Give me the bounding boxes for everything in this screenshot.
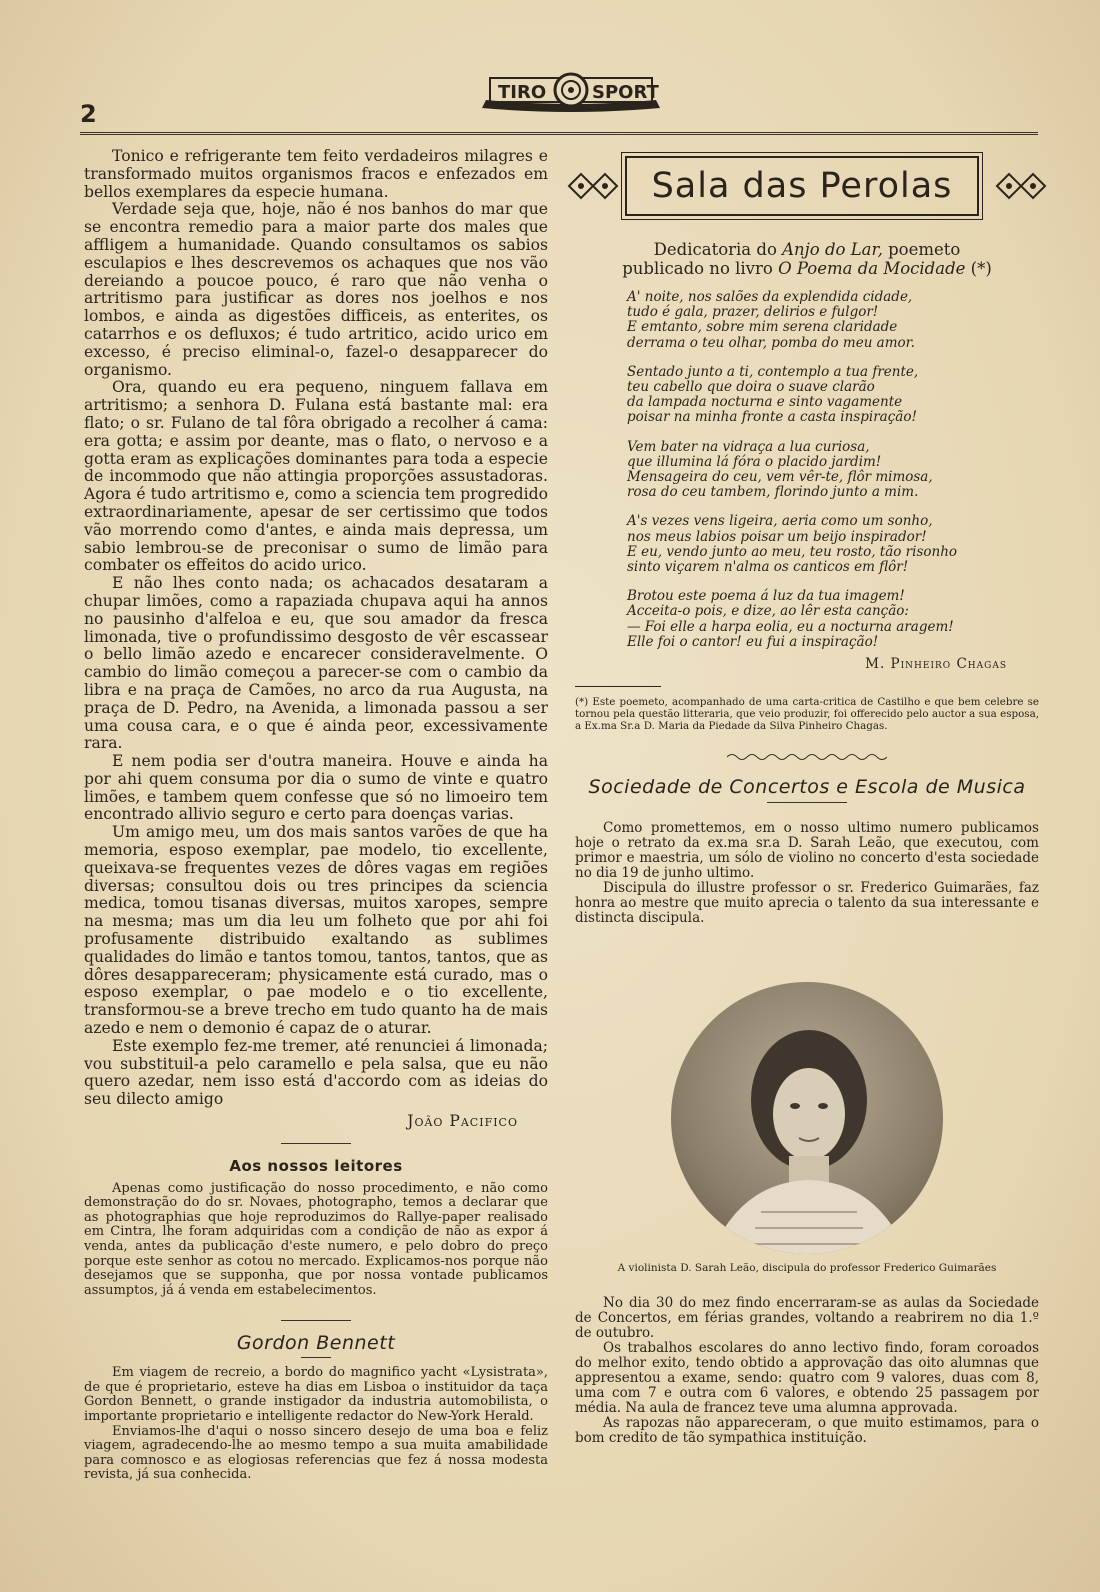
- section-divider: [281, 1143, 351, 1144]
- readers-paragraph: Apenas como justificação do nosso procedimento, e não como demonstração do do sr. Novaes, photographo, temos a declarar que as photographias que hoje reproduzimos do Rallye-paper realisado em Cintra, lhe foram adquiridas com a condição de não as expor á venda, antes da publicação d'este numero, e pelo dobro do preço porque este senhor as cotou no mercado. Explicamos-nos porque não desejamos que se supponha, que por nossa vontade publicamos assumptos, já á venda em estabelecimentos.: [84, 1180, 548, 1298]
- article-paragraph: Como promettemos, em o nosso ultimo numero publicamos hoje o retrato da ex.ma sr.a D. Sarah Leão, que executou, com primor e maestria, um sólo de violino no concerto d'esta sociedade no dia 19 de junho ultimo.: [575, 820, 1039, 882]
- footnote-mark: (*): [965, 259, 992, 278]
- article-paragraph: Os trabalhos escolares do anno lectivo findo, foram coroados do melhor exito, tendo obtido a approvação das oito alumnas que appresentou a exame, sendo: quatro com 9 valores, duas com 8, uma com 7 e outra com 6 valores, e obtendo 25 passagem por média. Na aula de francez teve uma alumna approvada.: [575, 1340, 1039, 1417]
- portrait-photo: [671, 982, 943, 1254]
- left-column: [84, 148, 548, 1483]
- ornament-icon: [995, 166, 1047, 206]
- dedication-text: publicado no livro: [622, 259, 779, 278]
- poem-line: poisar na minha fronte a casta inspiração!: [627, 409, 917, 426]
- dedication-work-title: Anjo do Lar,: [782, 240, 883, 259]
- poem-stanza: [627, 589, 1039, 650]
- portrait-caption: A violinista D. Sarah Leão, discipula do professor Frederico Guimarães: [617, 1262, 997, 1275]
- sala-das-perolas-banner: [575, 150, 1039, 222]
- footnote: (*) Este poemeto, acompanhado de uma carta-critica de Castilho e que bem celebre se tornou pela questão litteraria, que veio produzir, foi offerecido pelo auctor a sua esposa, a Ex.ma Sr.a D. Maria da Piedade da Silva Pinheiro Chagas.: [575, 696, 1039, 732]
- article-paragraph: Em viagem de recreio, a bordo do magnifico yacht «Lysistrata», de que é proprietario, esteve ha dias em Lisboa o instituidor da taça Gordon Bennett, o grande instigador da industria automobilista, o importante proprietario e intelligente redactor do New-York Herald.: [84, 1365, 548, 1424]
- right-column: [575, 150, 1039, 1446]
- dedication-text: Dedicatoria do: [653, 240, 783, 259]
- readers-notice: [84, 1182, 548, 1299]
- header-rule: [80, 132, 1038, 135]
- poem-line: Sentado junto a ti, contemplo a tua frente,: [627, 363, 919, 380]
- article-paragraph: Este exemplo fez-me tremer, até renunciei á limonada; vou substituil-a pelo caramello e pela salsa, que eu não quero azedar, nem isso está d'accordo com as ideias do seu dilecto amigo: [84, 1036, 548, 1109]
- article-paragraph: Tonico e refrigerante tem feito verdadeiros milagres e transformado muitos organismos fracos e enfezados em bellos exemplares da especie humana.: [84, 147, 548, 201]
- footnote-rule: [575, 686, 661, 687]
- poem-line: Vem bater na vidraça a lua curiosa,: [627, 438, 870, 455]
- banner-title: Sala das Perolas: [625, 156, 979, 216]
- article-paragraph: No dia 30 do mez findo encerraram-se as aulas da Sociedade de Concertos, em férias grandes, voltando a reabrirem no dia 1.º de outubro.: [575, 1295, 1039, 1342]
- poem-line: E eu, vendo junto ao meu, teu rosto, tão risonho: [627, 543, 958, 560]
- poem-stanza: [627, 365, 1039, 426]
- ornament-icon: [567, 166, 619, 206]
- article-paragraph: E nem podia ser d'outra maneira. Houve e ainda ha por ahi quem consuma por dia o sumo de vinte e quatro limões, e tambem quem confesse que só no limoeiro tem encontrado allivio seguro e certo para doenças varias.: [84, 752, 548, 824]
- poem-line: da lampada nocturna e sinto vagamente: [627, 394, 903, 411]
- page-number: 2: [80, 100, 97, 128]
- poem-line: Acceita-o pois, e dize, ao lêr esta canção:: [627, 603, 909, 620]
- masthead-logo: [478, 70, 664, 114]
- poem-stanza: [627, 290, 1039, 351]
- heading-underline: [301, 1357, 331, 1358]
- poem-line: que illumina lá fóra o placido jardim!: [627, 453, 882, 470]
- dedication-book-title: O Poema da Mocidade: [778, 259, 966, 278]
- poem-line: Mensageira do ceu, vem vêr-te, flôr mimosa,: [627, 469, 933, 486]
- poem-line: — Foi elle a harpa eolia, eu a nocturna aragem!: [627, 618, 954, 635]
- section-divider: [281, 1320, 351, 1321]
- article-paragraph: As rapozas não appareceram, o que muito estimamos, para o bom credito de tão sympathica instituição.: [575, 1415, 1039, 1447]
- poem-stanza: [627, 514, 1039, 575]
- poem-signature: M. Pinheiro Chagas: [865, 656, 1007, 673]
- poem-line: E emtanto, sobre mim serena claridade: [627, 319, 898, 336]
- dedication-text: poemeto: [882, 240, 961, 259]
- poem-line: Brotou este poema á luz da tua imagem!: [627, 588, 905, 605]
- poem-line: tudo é gala, prazer, delirios e fulgor!: [627, 304, 879, 321]
- poem-line: rosa do ceu tambem, florindo junto a mim.: [627, 484, 919, 501]
- article-paragraph: Um amigo meu, um dos mais santos varões de que ha memoria, esposo exemplar, pae modelo, tio excellente, queixava-se frequentes vezes de dôres vagas em regiões diversas; consultou dois ou tres principes da sciencia medica, tomou tisanas diversas, muitos xaropes, sempre na mesma; mas um dia leu um folheto que por ahi foi profusamente distribuido exaltando as sublimes qualidades do limão e tantos tomou, tantos, tantos, que as dôres desappareceram; physicamente está curado, mas o esposo exemplar, o pae modelo e o tio excellente, transformou-se a breve trecho em tudo quanto ha de mais azedo e nem o demonio é capaz de o aturar.: [84, 823, 548, 1038]
- article-paragraph: Enviamos-lhe d'aqui o nosso sincero desejo de uma boa e feliz viagem, agradecendo-lhe ao mesmo tempo a sua muita amabilidade para comnosco e as elogiosas referencias que fez á nossa modesta revista, já sua conhecida.: [84, 1423, 548, 1483]
- poem-line: A's vezes vens ligeira, aeria como um sonho,: [627, 513, 933, 530]
- poem: [627, 290, 1039, 650]
- squiggle-divider: [727, 752, 887, 762]
- poem-stanza: [627, 440, 1039, 501]
- article-paragraph: Discipula do illustre professor o sr. Frederico Guimarães, faz honra ao mestre que muito aprecia o talento da sua interessante e distincta discipula.: [575, 880, 1039, 927]
- poem-line: Elle foi o cantor! eu fui a inspiração!: [627, 633, 879, 650]
- society-heading: Sociedade de Concertos e Escola de Musica: [588, 776, 1026, 799]
- svg-text:TIRO: TIRO: [498, 82, 547, 103]
- gordon-bennett-heading: Gordon Bennett: [236, 1332, 396, 1355]
- poem-line: derrama o teu olhar, pomba do meu amor.: [627, 334, 915, 351]
- closing-article: [575, 1296, 1039, 1446]
- article-paragraph: Ora, quando eu era pequeno, ninguem fallava em artritismo; a senhora D. Fulana está bastante mal: era flato; o sr. Fulano de tal fôra obrigado a recolher á cama: era gotta; e assim por deante, mas o flato, o nervoso e a gotta eram as explicações dominantes para toda a especie de incommodo que não attingia proporções assustadoras. Agora é tudo artritismo e, como a sciencia tem progredido extraordinariamente, apesar de ser certissimo que todos vão morrendo como d'antes, e ainda mais depressa, um sabio lembrou-se de preconisar o sumo de limão para combater os effeitos do acido urico.: [84, 378, 548, 575]
- gordon-bennett-article: [84, 1366, 548, 1483]
- dedication: [575, 240, 1039, 278]
- poem-line: nos meus labios poisar um beijo inspirador!: [627, 528, 927, 545]
- svg-text:SPORT: SPORT: [592, 82, 659, 103]
- article-paragraph: E não lhes conto nada; os achacados desataram a chupar limões, como a rapaziada chupava aqui ha annos no pausinho d'alfeloa e eu, que sou amador da fresca limonada, tive o profundissimo desgosto de vêr escassear o bello limão azedo e encarecer consideravelmente. O cambio do limão começou a parecer-se com o cambio da libra e na praça de Camões, no arco da rua Augusta, na praça de D. Pedro, na Avenida, a limonada passou a ser uma cousa cara, e o que é ainda peor, excessivamente rara.: [84, 574, 548, 753]
- readers-heading: Aos nossos leitores: [229, 1156, 403, 1175]
- poem-line: teu cabello que doira o suave clarão: [627, 379, 875, 396]
- poem-line: A' noite, nos salões da explendida cidade,: [627, 289, 913, 305]
- article-paragraph: Verdade seja que, hoje, não é nos banhos do mar que se encontra remedio para a maior parte dos males que affligem a humanidade. Quando consultamos os sabios esculapios e lhes descrevemos os achaques que nos vão dereiando a poucoe pouco, é raro que não venha o artritismo para justificar as dores nos joelhos e nos lombos, e ainda as digestões difficeis, as enterites, os catarrhos e os defluxos; é tudo artritico, acido urico em excesso, é preciso eliminal-o, fazel-o desapparecer do organismo.: [84, 200, 548, 379]
- heading-underline: [767, 802, 847, 803]
- society-article: [575, 821, 1039, 926]
- article-signature: João Pacifico: [407, 1112, 518, 1131]
- poem-line: sinto viçarem n'alma os canticos em flôr!: [627, 559, 909, 576]
